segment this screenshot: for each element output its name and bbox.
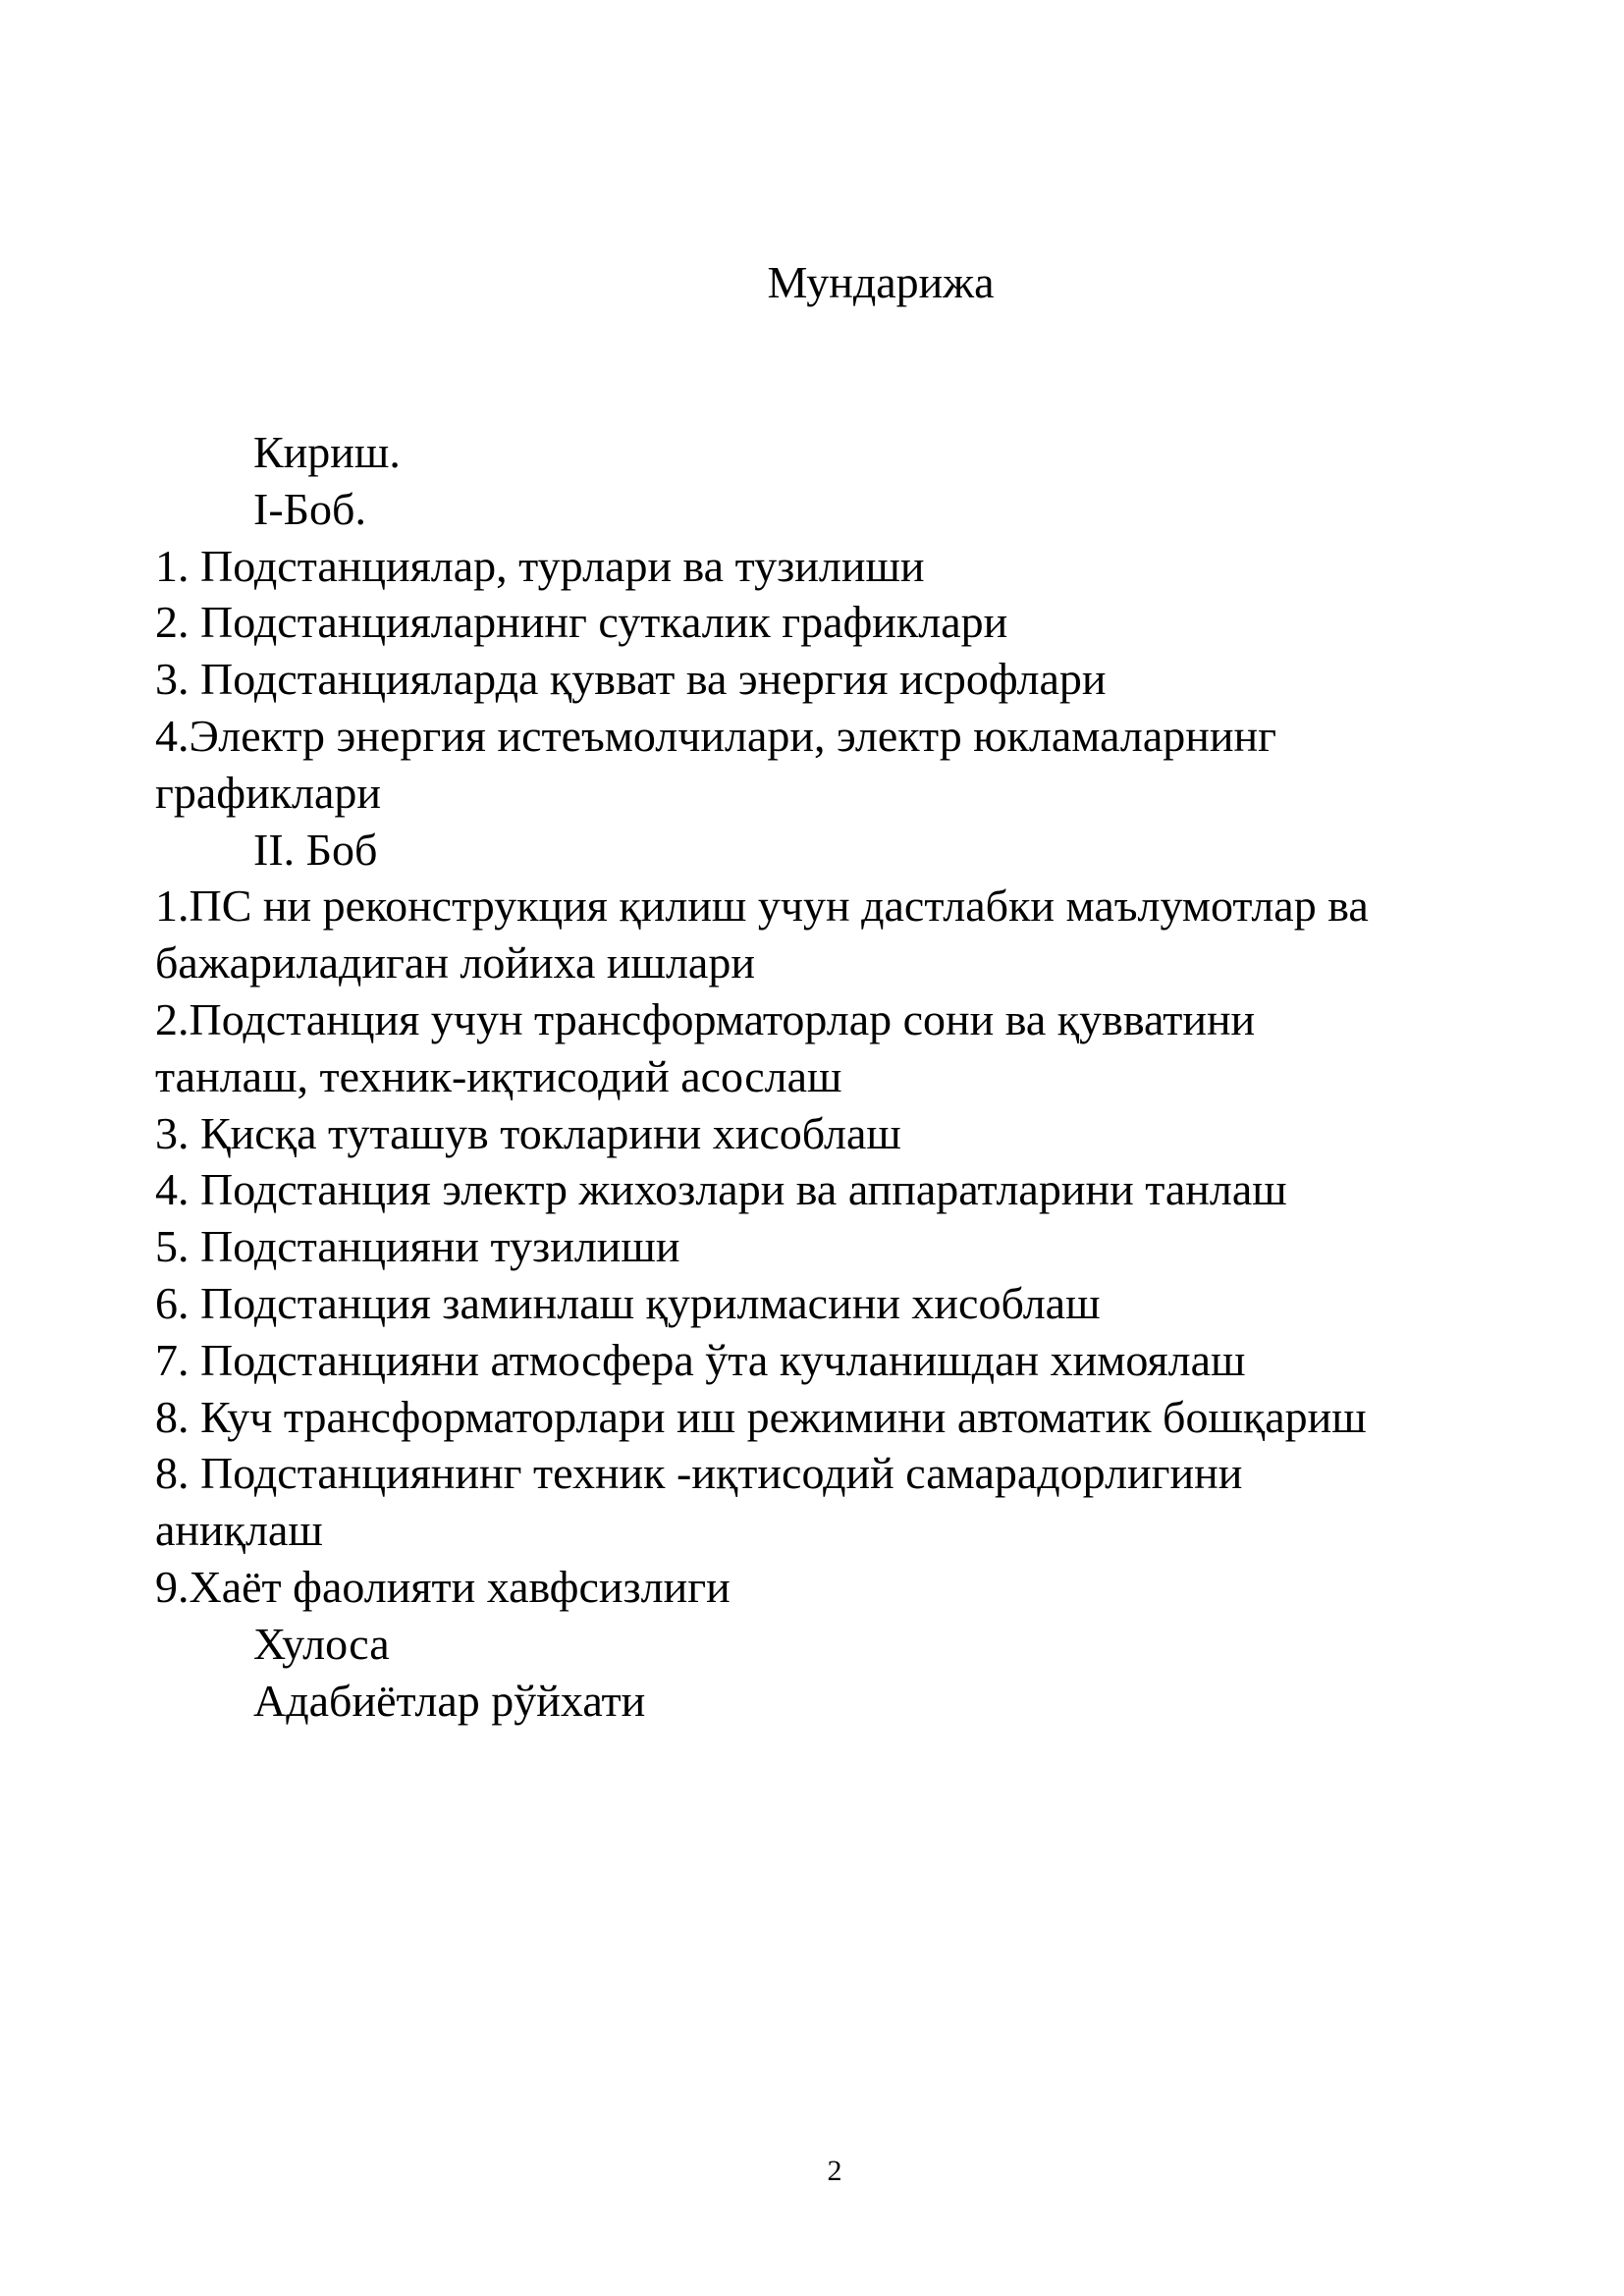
toc-item-continuation: аниқлаш — [155, 1505, 323, 1556]
page-title: Мундарижа — [767, 257, 995, 307]
toc-item: 3. Подстанцияларда қувват ва энергия исрофлари — [155, 654, 1107, 705]
toc-item-continuation: графиклари — [155, 767, 382, 818]
toc-chapter-1-heading: I-Боб. — [253, 483, 366, 534]
page-number: 2 — [827, 2155, 842, 2187]
toc-item-continuation: бажариладиган лойиха ишлари — [155, 937, 755, 988]
toc-item: 6. Подстанция заминлаш қурилмасини хисоблаш — [155, 1277, 1101, 1328]
toc-chapter-2-heading: II. Боб — [253, 824, 378, 875]
toc-item: 5. Подстанцияни тузилиши — [155, 1221, 680, 1272]
toc-item-continuation: танлаш, техник-иқтисодий асослаш — [155, 1050, 842, 1101]
toc-references: Адабиётлар рўйхати — [253, 1675, 646, 1726]
toc-item: 8. Куч трансформаторлари иш режимини автоматик бошқариш — [155, 1391, 1367, 1442]
toc-item: 7. Подстанцияни атмосфера ўта кучланишдан химоялаш — [155, 1334, 1246, 1385]
toc-item: 9.Хаёт фаолияти хавфсизлиги — [155, 1561, 731, 1612]
toc-item: 2.Подстанция учун трансформаторлар сони ва қувватини — [155, 993, 1256, 1044]
toc-item: 4. Подстанция электр жихозлари ва аппаратларини танлаш — [155, 1164, 1287, 1215]
toc-intro: Кириш. — [253, 427, 401, 477]
toc-item: 2. Подстанцияларнинг суткалик графиклари — [155, 597, 1008, 648]
table-of-contents — [155, 424, 1530, 1729]
toc-item: 8. Подстанциянинг техник -иқтисодий самарадорлигини — [155, 1448, 1243, 1499]
toc-conclusion: Хулоса — [253, 1618, 390, 1669]
toc-item: 4.Электр энергия истеъмолчилари, электр юкламаларнинг — [155, 710, 1276, 761]
toc-item: 3. Қисқа туташув токларини хисоблаш — [155, 1107, 901, 1158]
toc-item: 1.ПС ни реконструкция қилиш учун дастлабки маълумотлар ва — [155, 881, 1369, 932]
toc-item: 1. Подстанциялар, турлари ва тузилиши — [155, 540, 925, 591]
